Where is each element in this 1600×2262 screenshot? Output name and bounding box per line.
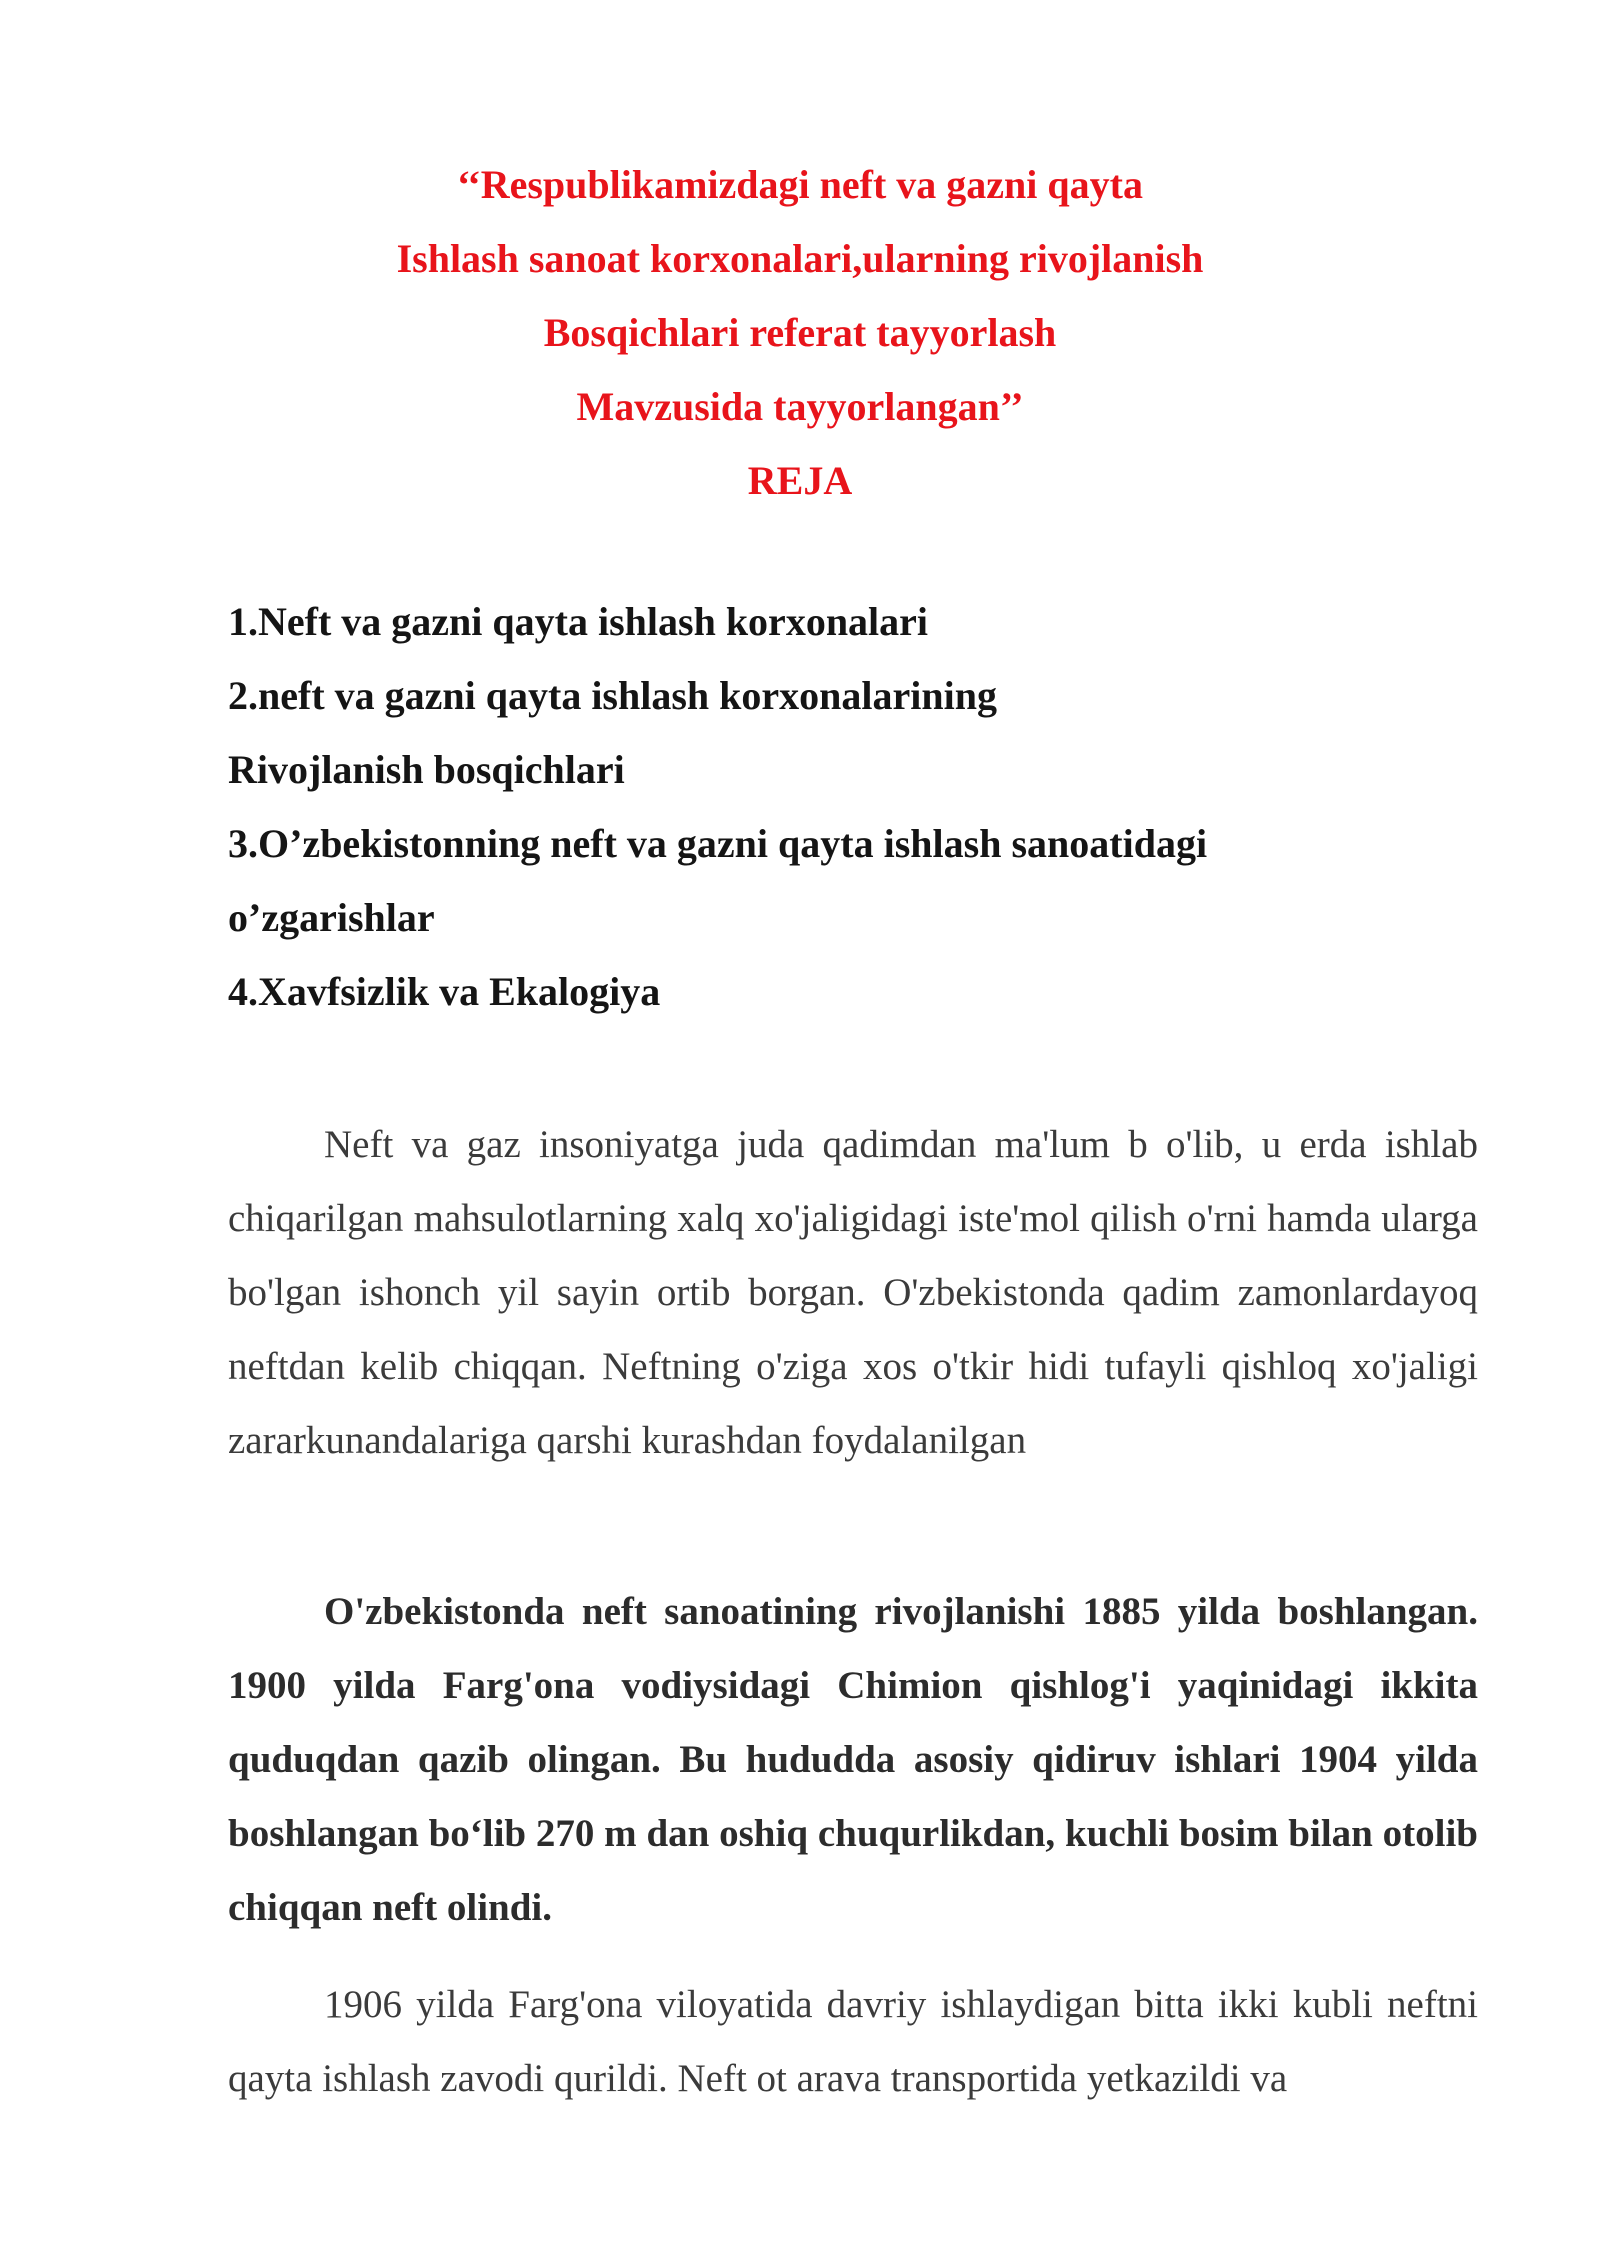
plan-item: 1.Neft va gazni qayta ishlash korxonalari <box>228 599 929 644</box>
paragraph-1 <box>228 1108 1478 1478</box>
plan-item: 3.O’zbekistonning neft va gazni qayta ishlash sanoatidagi <box>228 821 1208 866</box>
paragraph-3-text: 1906 yilda Farg'ona viloyatida davriy ishlaydigan bitta ikki kubli neftni qayta ishlash zavodi qurildi. Neft ot arava transportida yetkazildi va <box>228 1983 1478 2100</box>
document-title <box>0 148 1600 518</box>
paragraph-2-text: O'zbekistonda neft sanoatining rivojlanishi 1885 yilda boshlangan. 1900 yilda Farg'ona vodiysidagi Chimion qishlog'i yaqinidagi ikkita quduqdan qazib olingan. Bu hududda asosiy qidiruv ishlari 1904 yilda boshlangan bo‘lib 270 m dan oshiq chuqurlikdan, kuchli bosim bilan otolib chiqqan neft olindi. <box>228 1590 1478 1929</box>
paragraph-3 <box>228 1968 1478 2116</box>
paragraph-2 <box>228 1575 1478 1945</box>
title-line-1: ‘‘Respublikamizdagi neft va gazni qayta <box>457 162 1143 207</box>
title-line-2: Ishlash sanoat korxonalari,ularning rivojlanish <box>396 236 1204 281</box>
plan-item: Rivojlanish bosqichlari <box>228 747 625 792</box>
plan-item: 2.neft va gazni qayta ishlash korxonalarining <box>228 673 998 718</box>
title-line-3: Bosqichlari referat tayyorlash <box>543 310 1057 355</box>
paragraph-1-text: Neft va gaz insoniyatga juda qadimdan ma'lum b o'lib, u erda ishlab chiqarilgan mahsulotlarning xalq xo'jaligidagi iste'mol qilish o'rni hamda ularga bo'lgan ishonch yil sayin ortib borgan. O'zbekistonda qadim zamonlardayoq neftdan kelib chiqqan. Neftning o'ziga xos o'tkir hidi tufayli qishloq xo'jaligi zararkunandalariga qarshi kurashdan foydalanilgan <box>228 1123 1478 1462</box>
title-line-4: Mavzusida tayyorlangan’’ <box>576 384 1024 429</box>
plan-list <box>228 585 1478 1029</box>
plan-heading: REJA <box>747 458 853 503</box>
plan-item: 4.Xavfsizlik va Ekalogiya <box>228 969 661 1014</box>
plan-item: o’zgarishlar <box>228 895 435 940</box>
